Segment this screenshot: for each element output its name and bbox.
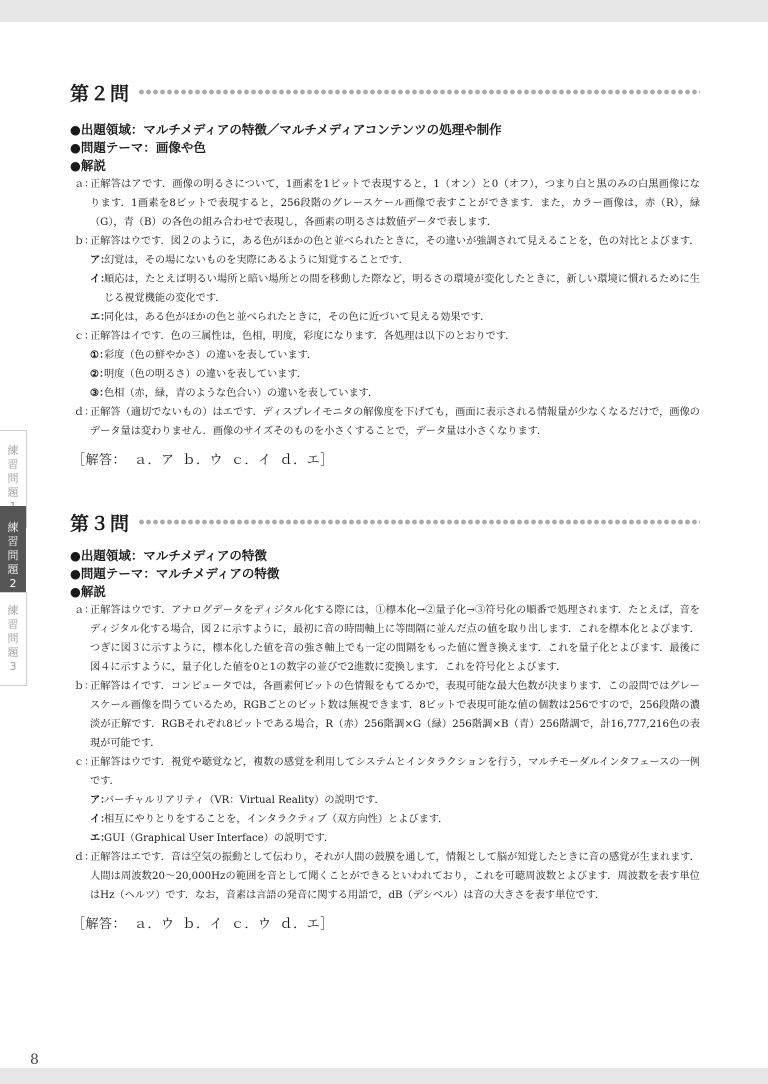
q3-item-a bbox=[70, 601, 700, 677]
item-text: 正解答はエです．音は空気の振動として伝わり，それが人間の鼓膜を通して，情報として脳が知覚したときに音の感覚が生まれます．人間は周波数20～20,000Hzの範囲を音として聞くことができるといわれており，これを可聴周波数とよびます．周波数を表す単位はHz（ヘルツ）です．なお，音素は言語の発音に関する用語で，dB（デシベル）は音の大きさを表す単位です． bbox=[90, 852, 700, 901]
q2-item-c bbox=[70, 327, 700, 346]
item-text: 正解答はウです．図２のように，ある色がほかの色と並べられたときに，その違いが強調されて見えることを，色の対比とよびます． bbox=[90, 236, 700, 247]
tab-char: 問 bbox=[7, 632, 19, 645]
sub-key: イ： bbox=[90, 273, 111, 285]
answer-b: ｂ．イ bbox=[182, 917, 224, 932]
document-page bbox=[0, 22, 768, 1068]
tab-char: 問 bbox=[7, 549, 19, 562]
question-3-title: 第３問 bbox=[70, 512, 131, 535]
dotted-rule bbox=[138, 517, 700, 527]
q3-kaisetsu: ●解説 bbox=[70, 584, 106, 599]
item-letter: ａ： bbox=[74, 605, 95, 616]
q2-b-sub bbox=[70, 251, 700, 270]
question-2-body bbox=[70, 121, 700, 468]
answer-a: ａ．ア bbox=[134, 453, 175, 468]
sub-text: 明度（色の明るさ）の違いを表しています． bbox=[104, 369, 307, 380]
q3-item-c bbox=[70, 753, 700, 791]
answer-d: ｄ．エ］ bbox=[279, 917, 334, 932]
item-letter: ｄ： bbox=[74, 852, 95, 863]
answer-c: ｃ．イ bbox=[231, 453, 272, 468]
item-text: 正解答（適切でないもの）はエです．ディスプレイモニタの解像度を下げても，画面に表示される情報量が少なくなるだけで，画像のデータ量は変わりません．画像のサイズそのものを小さくすることで，データ量は小さくなります． bbox=[90, 407, 700, 437]
item-text: 正解答はアです．画像の明るさについて，1画素を1ビットで表現すると，1（オン）と0（オフ），つまり白と黒のみの白黒画像になります．1画素を8ビットで表現すると，256段階のグレースケール画像で表すことができます．また，カラー画像は，赤（R），緑（G），青（B）の各色の組み合わせで表現し，各画素の明るさは数値データで表します． bbox=[90, 179, 700, 228]
sub-key: エ： bbox=[90, 311, 111, 323]
top-band bbox=[0, 0, 768, 22]
answer-label: ［解答： bbox=[72, 917, 127, 932]
answer-label: ［解答： bbox=[72, 453, 127, 468]
q3-item-b bbox=[70, 677, 700, 753]
sub-key: ②： bbox=[90, 368, 110, 380]
tab-char: 3 bbox=[9, 660, 17, 673]
tab-char: 2 bbox=[9, 577, 17, 590]
bottom-band bbox=[0, 1068, 768, 1084]
sub-key: ア： bbox=[90, 254, 111, 266]
tab-char: 習 bbox=[7, 535, 19, 548]
item-text: 正解答はイです．コンピュータでは，各画素何ビットの色情報をもてるかで，表現可能な最大色数が決まります．この設問ではグレースケール画像を問うているため，RGBごとのビット数は無視できます．8ビットで表現可能な値の個数は256ですので，256段階の濃淡が正解です．RGBそれぞれ8ビットである場合，R（赤）256階調×G（緑）256階調×B（青）256階調で，計16,777,216色の表現が可能です． bbox=[90, 681, 700, 749]
q2-c-sub bbox=[70, 346, 700, 365]
q2-kaisetsu: ●解説 bbox=[70, 158, 106, 173]
q3-c-sub bbox=[70, 829, 700, 848]
tab-char: 練 bbox=[7, 604, 19, 617]
item-text: 正解答はウです．視覚や聴覚など，複数の感覚を利用してシステムとインタラクションを行う，マルチモーダルインタフェースの一例です． bbox=[90, 757, 700, 787]
tab-char: 練 bbox=[7, 444, 19, 457]
page-number: 8 bbox=[30, 1052, 39, 1068]
dotted-rule bbox=[138, 87, 700, 97]
q2-b-sub bbox=[70, 270, 700, 308]
q2-item-a bbox=[70, 175, 700, 232]
sub-text: 相互にやりとりをすることを，インタラクティブ（双方向性）とよびます． bbox=[104, 814, 449, 825]
tab-char: 習 bbox=[7, 458, 19, 471]
tab-char: 練 bbox=[7, 521, 19, 534]
q2-item-b bbox=[70, 232, 700, 251]
question-2-heading bbox=[70, 78, 700, 106]
item-letter: ｃ： bbox=[74, 757, 95, 768]
sub-text: 同化は，ある色がほかの色と並べられたときに，その色に近づいて見える効果です． bbox=[104, 312, 491, 323]
side-tab-exercise-2[interactable] bbox=[0, 506, 26, 606]
side-tab-exercise-3[interactable] bbox=[0, 592, 27, 686]
q2-c-sub bbox=[70, 365, 700, 384]
q3-c-sub bbox=[70, 810, 700, 829]
sub-key: ①： bbox=[90, 349, 110, 361]
item-letter: ｂ： bbox=[74, 236, 95, 247]
sub-key: ア： bbox=[90, 794, 111, 806]
q2-c-sub bbox=[70, 384, 700, 403]
q3-theme: ●問題テーマ：マルチメディアの特徴 bbox=[70, 566, 280, 581]
q2-b-sub bbox=[70, 308, 700, 327]
q2-theme: ●問題テーマ：画像や色 bbox=[70, 140, 206, 155]
sub-text: GUI（Graphical User Interface）の説明です． bbox=[104, 833, 335, 844]
q3-answer bbox=[72, 913, 700, 932]
question-3-body bbox=[70, 547, 700, 932]
q3-c-sub bbox=[70, 791, 700, 810]
tab-char: 題 bbox=[7, 646, 19, 659]
item-letter: ｃ： bbox=[74, 331, 95, 342]
item-letter: ａ： bbox=[74, 179, 95, 190]
q2-field: ●出題領域：マルチメディアの特徴／マルチメディアコンテンツの処理や制作 bbox=[70, 122, 502, 137]
item-text: 正解答はウです．アナログデータをディジタル化する際には，①標本化→②量子化→③符号化の順番で処理されます．たとえば，音をディジタル化する場合，図２に示すように，最初に音の時間軸上に等間隔に並んだ点の値を取り出します．これを標本化とよびます．つぎに図３に示すように，標本化した値を音の強さ軸上でも一定の間隔をもった値に置き換えます．これを量子化とよびます．最後に図４に示すように，量子化した値を0と1の数字の並びで2進数に変換します．これを符号化とよびます． bbox=[90, 605, 700, 673]
sub-key: ③： bbox=[90, 387, 110, 399]
question-2-title: 第２問 bbox=[70, 82, 131, 105]
q2-item-d bbox=[70, 403, 700, 441]
question-3-heading bbox=[70, 508, 700, 536]
answer-a: ａ．ウ bbox=[134, 917, 175, 932]
q2-answer bbox=[72, 449, 700, 468]
sub-key: エ： bbox=[90, 832, 111, 844]
sub-text: バーチャルリアリティ（VR：Virtual Reality）の説明です． bbox=[104, 795, 385, 806]
sub-text: 順応は，たとえば明るい場所と暗い場所との間を移動した際など，明るさの環境が変化したときに，新しい環境に慣れるために生じる視覚機能の変化です． bbox=[104, 274, 700, 304]
sub-text: 彩度（色の鮮やかさ）の違いを表しています． bbox=[104, 350, 318, 361]
q3-item-d bbox=[70, 848, 700, 905]
tab-char: 問 bbox=[7, 472, 19, 485]
answer-d: ｄ．エ］ bbox=[279, 453, 334, 468]
tab-char: 習 bbox=[7, 618, 19, 631]
sub-text: 幻覚は，その場にないものを実際にあるように知覚することです． bbox=[104, 255, 409, 266]
sub-key: イ： bbox=[90, 813, 111, 825]
tab-char: 題 bbox=[7, 563, 19, 576]
item-letter: ｄ： bbox=[74, 407, 95, 418]
q3-field: ●出題領域：マルチメディアの特徴 bbox=[70, 548, 267, 563]
answer-c: ｃ．ウ bbox=[231, 917, 272, 932]
tab-char: 題 bbox=[7, 486, 19, 499]
sub-text: 色相（赤，緑，青のような色合い）の違いを表しています． bbox=[104, 388, 379, 399]
item-text: 正解答はイです．色の三属性は，色相，明度，彩度になります．各処理は以下のとおりです． bbox=[90, 331, 516, 342]
item-letter: ｂ： bbox=[74, 681, 95, 692]
answer-b: ｂ．ウ bbox=[182, 453, 224, 468]
